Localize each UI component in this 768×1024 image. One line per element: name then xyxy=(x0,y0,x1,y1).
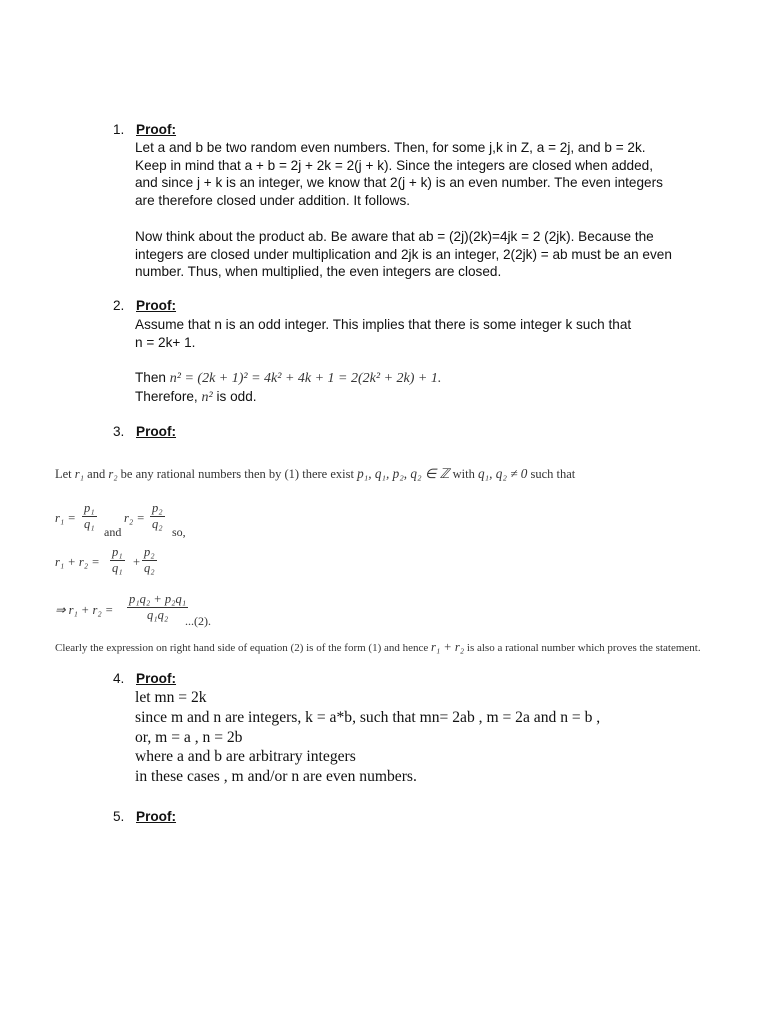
text-line: integers are closed under multiplication and 2jk is an integer, 2(2jk) = ab must be an even xyxy=(135,246,672,262)
equation-lhs: r₂ = xyxy=(124,511,145,525)
proof-heading-2: Proof: xyxy=(136,298,177,313)
numerator: p₂ xyxy=(152,501,163,515)
equation-lhs: r₁ + r₂ = xyxy=(55,555,100,569)
equation-tag: ...(2). xyxy=(185,614,211,628)
proof-2-text xyxy=(135,316,695,351)
equation-lhs: ⇒ r₁ + r₂ = xyxy=(55,603,114,617)
plus-sign: + xyxy=(133,555,141,569)
equation-lhs: r₁ = xyxy=(55,511,76,525)
proof-1-paragraph-2 xyxy=(135,228,695,281)
numerator: p₁ xyxy=(84,501,95,515)
proof-4-text xyxy=(135,688,600,787)
math-symbol: p₁, q₁, p₂, q₂ ∈ ℤ xyxy=(357,466,450,481)
text-line: Now think about the product ab. Be aware that ab = (2j)(2k)=4jk = 2 (2jk). Because the xyxy=(135,229,654,244)
math-symbol: r₂ xyxy=(108,467,118,481)
proof-1-paragraph-1 xyxy=(135,139,695,209)
fraction xyxy=(110,545,125,576)
item-number-5: 5. xyxy=(113,809,125,824)
math-symbol: r₁ + r₂ xyxy=(431,640,465,654)
math-symbol: q₁, q₂ ≠ 0 xyxy=(477,466,528,481)
proof-heading-4: Proof: xyxy=(136,671,177,686)
item-number-4: 4. xyxy=(113,671,125,686)
text-line: Keep in mind that a + b = 2j + 2k = 2(j + k). Since the integers are closed when added, xyxy=(135,157,654,173)
numerator: p₂ xyxy=(144,545,155,559)
text-line: where a and b are arbitrary integers xyxy=(135,748,356,766)
proof-3-conclusion: Clearly the expression on right hand side of equation (2) is of the form (1) and hence r₁ + r₂ is also a rational number which proves the statement. xyxy=(55,640,701,654)
math-symbol: r₁ xyxy=(74,467,85,481)
proof-heading-3: Proof: xyxy=(136,424,177,439)
text-line: in these cases , m and/or n are even numbers. xyxy=(135,768,417,786)
proof-3-intro: Let r₁ and r₂ be any rational numbers then by (1) there exist p₁, q₁, p₂, q₂ ∈ ℤ with q₁, q₂ ≠ 0 such that xyxy=(55,466,576,481)
therefore-label: Therefore, xyxy=(135,388,202,404)
then-label: Then xyxy=(135,370,170,385)
so-label: so, xyxy=(172,525,186,539)
text-line: since m and n are integers, k = a*b, such that mn= 2ab , m = 2a and n = b , xyxy=(135,708,601,726)
text-line: Let a and b be two random even numbers. Then, for some j,k in Z, a = 2j, and b = 2k. xyxy=(135,140,646,155)
fraction xyxy=(127,592,188,623)
fraction xyxy=(82,501,97,532)
denominator: q₂ xyxy=(144,561,155,575)
item-number-2: 2. xyxy=(113,298,125,313)
text-line: and since j + k is an integer, we know that 2(j + k) is an even number. The even integers xyxy=(135,175,663,191)
numerator: p₁q₂ + p₂q₁ xyxy=(129,592,187,606)
text-line: or, m = a , n = 2b xyxy=(135,728,243,746)
text-line: number. Thus, when multiplied, the even integers are closed. xyxy=(135,264,502,280)
denominator: q₁ xyxy=(84,517,95,531)
text-line: let mn = 2k xyxy=(135,689,207,706)
and-label: and xyxy=(104,525,122,539)
text-line: are therefore closed under addition. It follows. xyxy=(135,192,411,208)
item-number-3: 3. xyxy=(113,424,125,439)
text-line: n = 2k+ 1. xyxy=(135,334,196,350)
proof-heading-5: Proof: xyxy=(136,809,177,824)
therefore-suffix: is odd. xyxy=(212,388,257,404)
proof-heading-1: Proof: xyxy=(136,122,177,137)
denominator: q₁q₂ xyxy=(147,608,169,622)
equation: n² = (2k + 1)² = 4k² + 4k + 1 = 2(2k² + 2k) + 1. xyxy=(169,371,442,386)
denominator: q₁ xyxy=(112,561,123,575)
proof-2-equation xyxy=(135,369,695,406)
denominator: q₂ xyxy=(152,517,163,531)
item-number-1: 1. xyxy=(113,122,125,137)
variable: n² xyxy=(201,389,213,405)
fraction xyxy=(150,501,165,532)
text-line: Assume that n is an odd integer. This implies that there is some integer k such that xyxy=(135,317,632,332)
fraction xyxy=(142,545,157,576)
numerator: p₁ xyxy=(112,545,123,559)
